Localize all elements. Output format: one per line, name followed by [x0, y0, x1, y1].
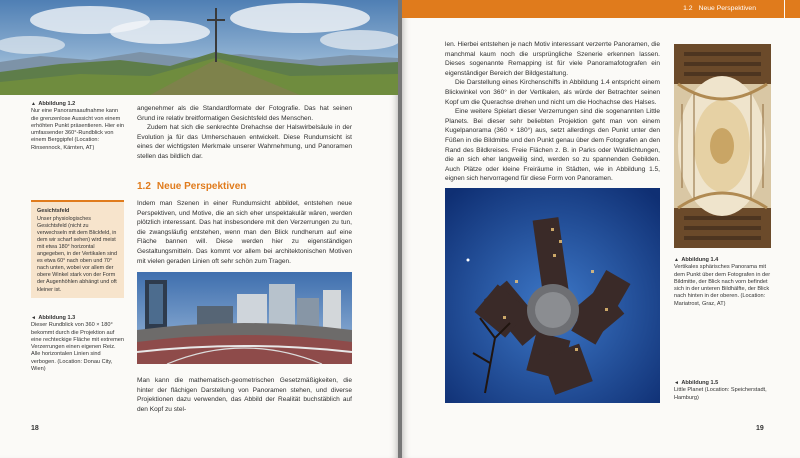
right-page	[402, 0, 800, 458]
caption-title: Abbildung 1.5	[681, 380, 719, 386]
paragraph: Man kann die mathematisch-geometrischen Gesetzmäßigkeiten, die hinter der flächigen Darstellung von Panoramen stehen, und diverse Projektionen dazu verwenden, das Abbild der Realität buchstäblich auf den Kopf zu stel-	[137, 377, 352, 413]
caption-title: Abbildung 1.2	[38, 101, 76, 107]
running-head-title: Neue Perspektiven	[698, 5, 756, 12]
running-head-number: 1.2	[683, 5, 693, 12]
running-header-bar	[402, 0, 784, 18]
caption-text: Little Planet (Location: Speicherstadt, Hamburg)	[674, 387, 767, 401]
info-box-title: Gesichtsfeld	[37, 208, 70, 214]
triangle-marker-icon: ◄	[674, 380, 679, 386]
section-number: 1.2	[137, 181, 151, 192]
caption-title: Abbildung 1.3	[38, 315, 76, 321]
left-page	[0, 0, 398, 458]
body-text-top	[137, 104, 352, 162]
caption-figure-1-5	[674, 380, 774, 402]
caption-text: Dieser Rundblick von 360 × 180° bekommt durch die Projektion auf eine rechteckige Fläche mit extremen Verzerrungen einen eigenen Reiz. Alle horizontalen Linien sind verbogen. (Location: Donau City, Wien)	[31, 322, 124, 373]
paragraph: angenehmer als die Standardformate der Fotografie. Das hat seinen Grund ire relativ breitformatigen Gesichtsfeld des Menschen.	[137, 105, 352, 122]
triangle-marker-icon: ▲	[31, 101, 36, 107]
little-planet-photo	[445, 188, 660, 403]
caption-figure-1-3	[31, 315, 124, 373]
info-box-gesichtsfeld	[31, 200, 124, 298]
triangle-marker-icon: ▲	[674, 257, 679, 263]
paragraph: Zudem hat sich die senkrechte Drehachse der Halswirbelsäule in der Evolution ja für das Umherschauen entwickelt. Diese Rundumsicht ist eines der wichtigsten Merkmale unserer Wahrnehmung, und Panoramen stellen das bildlich dar.	[137, 124, 352, 160]
caption-figure-1-2	[31, 101, 124, 152]
page-number: 19	[756, 425, 764, 432]
info-box-text: Unser physiologisches Gesichtsfeld (nicht zu verwechseln mit dem Blickfeld, in dem wir scharf sehen) wird meist mit etwa 180° horizontal angegeben, in der Vertikalen sind es etwa 60° nach oben und 70° nach unten, wobei vor allem der obere Winkel stark von der Form der Augenhöhlen abhängt und oft kleiner ist.	[37, 216, 118, 293]
paragraph: Indem man Szenen in einer Rundumsicht abbildet, entstehen neue Perspektiven, und Motive, die an sich eher unspektakulär wären, werden plötzlich interessant. Das hat insbesondere mit den Verzerrungen zu tun, die zwangsläufig entstehen, wenn man den Blick rundherum auf eine Fläche bannen will. Diese werden hier zu eigenständigen Gestaltungsmitteln. Das kommt vor allem bei architektonischen Motiven mit vielen geraden Linien oft sehr schön zum Tragen.	[137, 200, 352, 265]
section-heading	[137, 181, 246, 192]
caption-text: Vertikales sphärisches Panorama mit dem Punkt über dem Fotografen in der Bildmitte, der Blick nach vorn befindet sich in der unteren Bildhälfte, der Blick nach hinten in der oberen. (Location: Mariatrost, Graz, AT)	[674, 264, 771, 307]
caption-title: Abbildung 1.4	[681, 257, 719, 263]
body-text-middle	[137, 199, 352, 266]
body-text-right	[445, 40, 660, 184]
paragraph: Eine weitere Spielart dieser Verzerrungen sind die sogenannten Little Planets. Bei dieser sehr beliebten Projektion geht man von einem Kugelpanorama (360 × 180°) aus, setzt allerdings den Punkt unter den Füßen in die Bildmitte und den Punkt genau über dem Fotografen an den Rand des Bildkreises. Freie Flächen z. B. in Parks oder Waldlichtungen, die an sich eher langweilig sind, werden so zu spannenden Gebilden. Auch Plätze oder kleine Freiräume in Städten, wie in Abbildung 1.5, eignen sich hervorragend für diese Form von Panoramen.	[445, 108, 660, 183]
paragraph: len. Hierbei entstehen je nach Motiv interessant verzerrte Panoramen, die manchmal kaum noch die ursprüngliche Szenerie erkennen lassen. Dieses sogenannte Remapping ist für viele Panoramafotografen ein eigenständiger Bereich der Bildgestaltung.	[445, 41, 660, 77]
body-text-bottom	[137, 376, 352, 414]
mountain-panorama-photo	[0, 0, 398, 95]
city-panorama-photo	[137, 272, 352, 364]
page-number: 18	[31, 425, 39, 432]
paragraph: Die Darstellung eines Kirchenschiffs in Abbildung 1.4 entspricht einem Blickwinkel von 360° in der Vertikalen, als würde der Betrachter seinen Kopf um die Querachse drehen und nicht um die Hochachse des Halses.	[445, 79, 660, 106]
chapter-tab	[785, 0, 800, 18]
running-head	[683, 5, 756, 12]
caption-figure-1-4	[674, 257, 774, 308]
church-vertical-panorama-photo	[674, 44, 771, 248]
triangle-marker-icon: ◄	[31, 315, 36, 321]
section-title: Neue Perspektiven	[156, 181, 247, 192]
caption-text: Nur eine Panoramaaufnahme kann die grenzenlose Aussicht von einem erhöhten Punkt präsentieren. Hier ein umfassender 360°-Rundblick von einem Berggipfel (Location: Rinsennock, Kärnten, AT)	[31, 108, 124, 151]
